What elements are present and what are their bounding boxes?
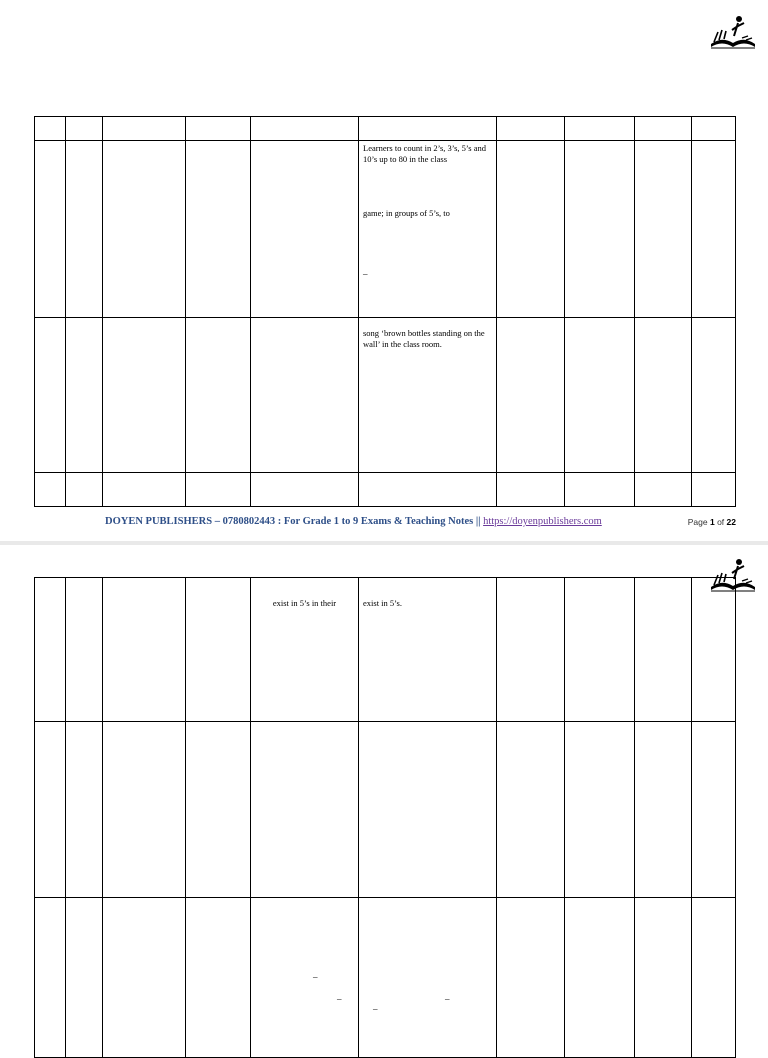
table-row xyxy=(35,898,736,1058)
scheme-of-work-table xyxy=(34,116,736,507)
activity-text: Learners to count in 2’s, 3’s, 5’s and 10’s up to 80 in the class xyxy=(363,143,486,164)
table-row xyxy=(35,141,736,318)
table-row xyxy=(35,578,736,722)
table-row xyxy=(35,318,736,473)
document-page-2 xyxy=(0,545,768,1024)
dash-mark: – xyxy=(445,994,450,1004)
content-cell xyxy=(251,578,359,722)
content-text: exist in 5’s in their xyxy=(272,598,337,608)
table-row xyxy=(35,722,736,898)
page-number: Page 1 of 22 xyxy=(687,517,736,527)
dash-mark: – xyxy=(373,1004,378,1014)
dash-mark: – xyxy=(313,972,318,982)
table-row xyxy=(35,473,736,507)
dash-mark: – xyxy=(363,268,368,279)
scheme-of-work-table-continued xyxy=(34,577,736,1058)
activities-cell xyxy=(359,141,497,318)
activities-cell xyxy=(359,898,497,1058)
page-footer xyxy=(0,516,768,532)
table-row xyxy=(35,117,736,141)
activities-cell xyxy=(359,578,497,722)
dash-mark: – xyxy=(337,994,342,1004)
activity-text: exist in 5’s. xyxy=(363,598,402,608)
content-cell xyxy=(251,898,359,1058)
activity-text: song ‘brown bottles standing on the wall’ in the class room. xyxy=(363,328,485,349)
open-book-reader-logo-icon xyxy=(708,14,758,52)
activities-cell xyxy=(359,318,497,473)
activity-text: game; in groups of 5’s, to xyxy=(363,208,450,219)
publisher-website-link[interactable]: https://doyenpublishers.com xyxy=(483,516,602,527)
publisher-text: DOYEN PUBLISHERS – 0780802443 : For Grade 1 to 9 Exams & Teaching Notes || xyxy=(105,516,484,527)
activities-cell xyxy=(359,722,497,898)
content-cell xyxy=(251,722,359,898)
footer-publisher-line xyxy=(105,516,602,527)
